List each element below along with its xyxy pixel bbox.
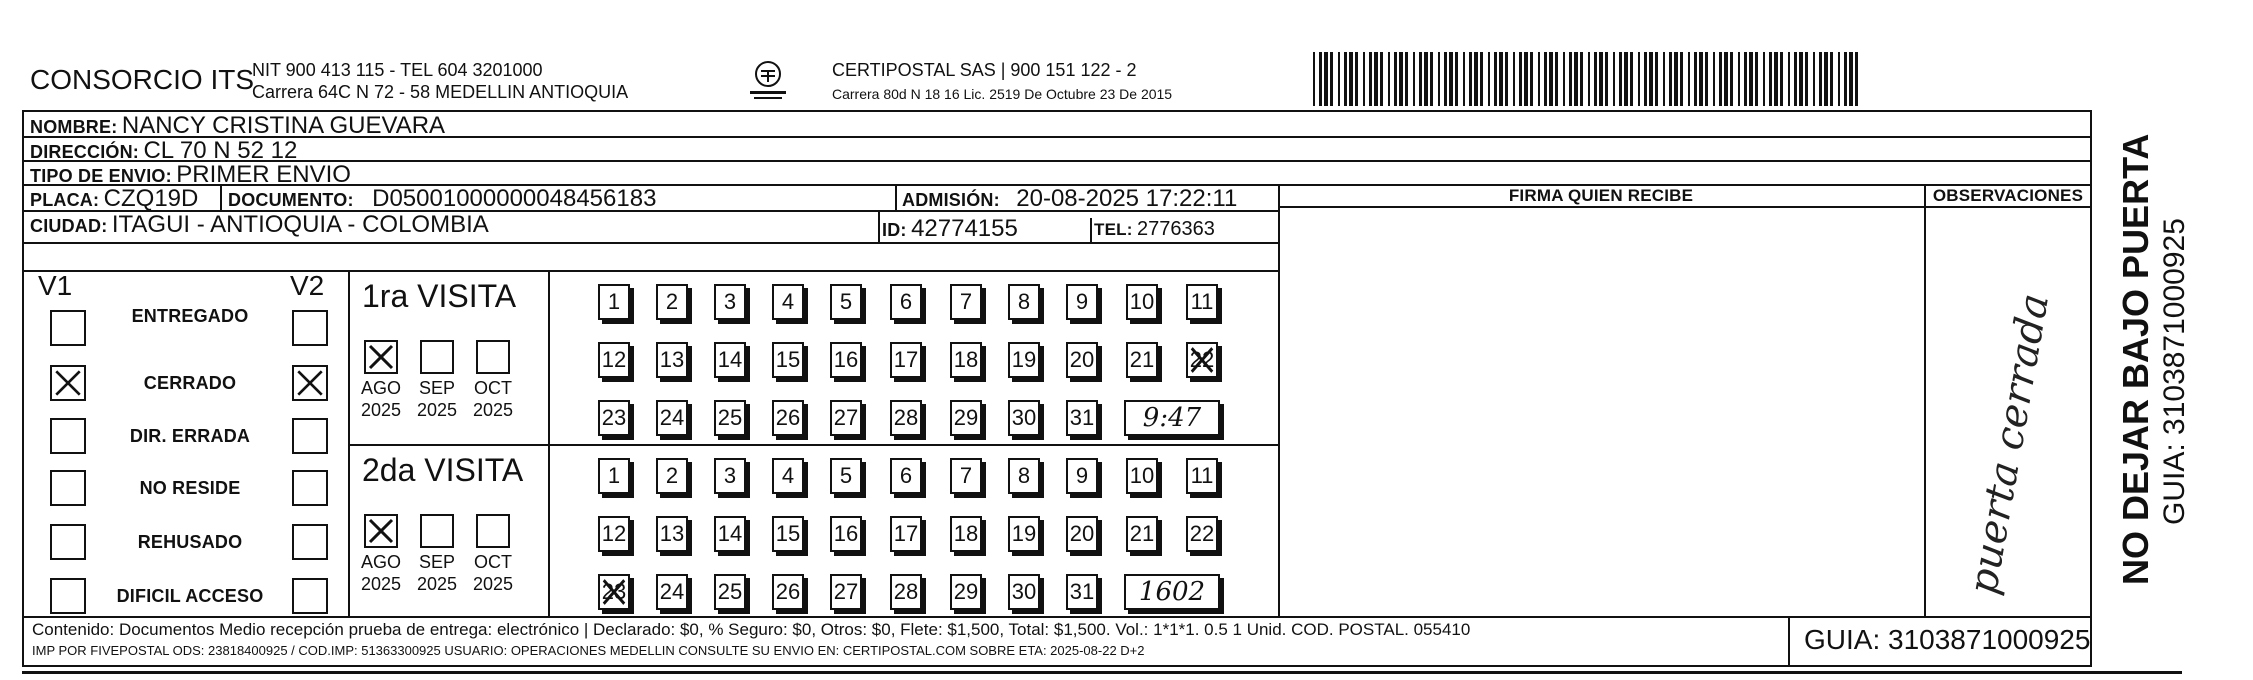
day-number: 13 xyxy=(659,521,685,546)
day-box[interactable] xyxy=(1008,342,1040,378)
month-label: AGO xyxy=(360,378,401,398)
id-value: 42774155 xyxy=(911,215,1018,242)
barcode-bar xyxy=(1469,52,1472,106)
barcode-bar xyxy=(1694,52,1697,106)
day-box[interactable] xyxy=(714,284,746,320)
v1-checkbox[interactable] xyxy=(50,578,86,614)
id-cell xyxy=(882,215,1018,243)
carrier-name: CERTIPOSTAL SAS | 900 151 122 - 2 xyxy=(832,60,1137,80)
barcode-bar xyxy=(1313,52,1315,106)
nombre-label: NOMBRE: xyxy=(30,117,118,137)
day-number: 26 xyxy=(775,579,801,604)
documento-cell xyxy=(228,185,656,213)
day-box[interactable] xyxy=(1126,342,1158,378)
day-number: 16 xyxy=(833,347,859,372)
day-number: 25 xyxy=(717,579,743,604)
day-number: 19 xyxy=(1011,521,1037,546)
day-box[interactable] xyxy=(950,458,982,494)
barcode-bar xyxy=(1744,52,1747,106)
v1-label: V1 xyxy=(38,270,73,301)
day-number: 7 xyxy=(959,289,973,314)
day-box[interactable] xyxy=(950,284,982,320)
v1-checkbox[interactable] xyxy=(50,524,86,560)
barcode-bar xyxy=(1705,52,1708,106)
day-box[interactable] xyxy=(890,284,922,320)
day-box[interactable] xyxy=(656,400,688,436)
barcode-bar xyxy=(1699,52,1703,106)
barcode-bar xyxy=(1574,52,1578,106)
day-box[interactable] xyxy=(772,400,804,436)
day-box[interactable] xyxy=(598,516,630,552)
day-number: 17 xyxy=(893,347,919,372)
day-number: 19 xyxy=(1011,347,1037,372)
nombre-value: NANCY CRISTINA GUEVARA xyxy=(121,112,446,139)
day-box[interactable] xyxy=(950,400,982,436)
barcode-bar xyxy=(1613,52,1615,106)
barcode-bar xyxy=(1580,52,1583,106)
company-address: Carrera 64C N 72 - 58 MEDELLIN ANTIOQUIA xyxy=(252,82,629,102)
day-box[interactable] xyxy=(772,574,804,610)
company-name: CONSORCIO ITS xyxy=(30,64,255,95)
day-box[interactable] xyxy=(1008,574,1040,610)
barcode-bar xyxy=(1319,52,1322,106)
day-box[interactable] xyxy=(950,342,982,378)
day-number: 31 xyxy=(1069,405,1095,430)
day-box[interactable] xyxy=(656,574,688,610)
status-label: DIR. ERRADA xyxy=(129,426,251,446)
day-box[interactable] xyxy=(772,458,804,494)
barcode-bar xyxy=(1599,52,1603,106)
day-box[interactable] xyxy=(1126,284,1158,320)
documento-value: D05001000000048456183 xyxy=(372,185,657,212)
day-box[interactable] xyxy=(1186,284,1218,320)
observaciones-handwriting: puerta cerrada xyxy=(1960,290,2059,598)
day-number: 3 xyxy=(723,463,737,488)
footer-imp-line: IMP POR FIVEPOSTAL ODS: 23818400925 / COD.IMP: 51363300925 USUARIO: OPERACIONES MEDELLIN CONSULTE SU ENVIO EN: CERTIPOSTAL.COM SOBRE ETA: 2025-08-22 D+2 xyxy=(32,643,1145,658)
carrier-address: Carrera 80d N 18 16 Lic. 2519 De Octubre 23 De 2015 xyxy=(832,86,1173,102)
day-box[interactable] xyxy=(1186,342,1218,378)
status-label: ENTREGADO xyxy=(131,306,249,326)
barcode-bar xyxy=(1380,52,1383,106)
day-number: 21 xyxy=(1129,521,1155,546)
barcode-bar xyxy=(1349,52,1353,106)
day-box[interactable] xyxy=(950,516,982,552)
day-box[interactable] xyxy=(714,516,746,552)
day-box[interactable] xyxy=(656,516,688,552)
day-box[interactable] xyxy=(1066,284,1098,320)
day-box[interactable] xyxy=(598,284,630,320)
day-box[interactable] xyxy=(890,574,922,610)
footer-guia: GUIA: 3103871000925 xyxy=(1804,624,2091,655)
day-number: 2 xyxy=(665,463,679,488)
day-number: 23 xyxy=(601,405,627,430)
day-number: 27 xyxy=(833,405,859,430)
barcode-bar xyxy=(1480,52,1483,106)
day-box[interactable] xyxy=(830,516,862,552)
day-box[interactable] xyxy=(1126,516,1158,552)
tel-cell xyxy=(1094,218,1215,241)
documento-label: DOCUMENTO: xyxy=(228,190,354,210)
day-number: 1 xyxy=(607,289,621,314)
nombre-row xyxy=(30,112,445,140)
barcode-bar xyxy=(1838,52,1840,106)
barcode-bar xyxy=(1555,52,1558,106)
day-number: 5 xyxy=(839,463,853,488)
day-number: 8 xyxy=(1017,463,1031,488)
day-box[interactable] xyxy=(598,342,630,378)
day-box[interactable] xyxy=(830,400,862,436)
placa-value: CZQ19D xyxy=(103,185,199,212)
month-checkbox[interactable] xyxy=(364,340,398,374)
day-number: 27 xyxy=(833,579,859,604)
barcode-bar xyxy=(1549,52,1553,106)
tipo-envio-value: PRIMER ENVIO xyxy=(176,161,351,188)
ciudad-value: ITAGUI - ANTIOQUIA - COLOMBIA xyxy=(111,211,489,238)
day-box[interactable] xyxy=(598,458,630,494)
day-number: 28 xyxy=(893,405,919,430)
day-number: 11 xyxy=(1190,289,1214,314)
barcode-bar xyxy=(1344,52,1347,106)
day-number: 12 xyxy=(601,347,627,372)
day-box[interactable] xyxy=(598,400,630,436)
day-box[interactable] xyxy=(1066,516,1098,552)
status-label: REHUSADO xyxy=(137,532,243,552)
barcode-bar xyxy=(1330,52,1333,106)
day-number: 12 xyxy=(601,521,627,546)
year-label: 2025 xyxy=(416,574,458,594)
day-number: 25 xyxy=(717,405,743,430)
barcode-bar xyxy=(1624,52,1628,106)
month-label: SEP xyxy=(418,552,456,572)
barcode-bar xyxy=(1494,52,1497,106)
day-number: 9 xyxy=(1075,463,1089,488)
barcode-bar xyxy=(1799,52,1803,106)
day-number: 26 xyxy=(775,405,801,430)
barcode-bar xyxy=(1794,52,1797,106)
barcode-bar xyxy=(1419,52,1422,106)
direccion-value: CL 70 N 52 12 xyxy=(143,137,298,164)
day-number: 21 xyxy=(1129,347,1155,372)
day-number: 6 xyxy=(899,289,913,314)
visit-title: 1ra VISITA xyxy=(362,278,517,314)
barcode-bar xyxy=(1563,52,1565,106)
day-box[interactable] xyxy=(1066,342,1098,378)
direccion-label: DIRECCIÓN: xyxy=(30,142,139,162)
certipostal-logo xyxy=(748,58,788,102)
day-number: 3 xyxy=(723,289,737,314)
barcode-bar xyxy=(1519,52,1522,106)
barcode-bar xyxy=(1594,52,1597,106)
barcode-bar xyxy=(1855,52,1858,106)
day-number: 6 xyxy=(899,463,913,488)
barcode-bar xyxy=(1813,52,1815,106)
barcode-bar xyxy=(1338,52,1340,106)
day-number: 10 xyxy=(1129,289,1155,314)
barcode-bar xyxy=(1544,52,1547,106)
id-label: ID: xyxy=(882,220,907,240)
day-number: 30 xyxy=(1011,405,1037,430)
day-box[interactable] xyxy=(890,458,922,494)
year-label: 2025 xyxy=(472,574,514,594)
day-box[interactable] xyxy=(714,400,746,436)
day-number: 29 xyxy=(953,579,979,604)
day-box[interactable] xyxy=(1126,458,1158,494)
day-box[interactable] xyxy=(890,400,922,436)
barcode-bar xyxy=(1569,52,1572,106)
barcode-bar xyxy=(1430,52,1433,106)
barcode-bar xyxy=(1755,52,1758,106)
v2-checkbox[interactable] xyxy=(292,578,328,614)
day-number: 14 xyxy=(717,521,743,546)
barcode-bar xyxy=(1738,52,1740,106)
barcode-bar xyxy=(1788,52,1790,106)
day-number: 22 xyxy=(1189,521,1215,546)
barcode-bar xyxy=(1805,52,1808,106)
day-number: 29 xyxy=(953,405,979,430)
day-number: 18 xyxy=(953,521,979,546)
barcode-bar xyxy=(1463,52,1465,106)
barcode-bar xyxy=(1730,52,1733,106)
day-box[interactable] xyxy=(772,516,804,552)
barcode-bar xyxy=(1399,52,1403,106)
v2-checkbox[interactable] xyxy=(292,470,328,506)
barcode-bar xyxy=(1688,52,1690,106)
v1-checkbox[interactable] xyxy=(50,418,86,454)
day-number: 24 xyxy=(659,405,685,430)
barcode-bar xyxy=(1499,52,1503,106)
barcode-bar xyxy=(1719,52,1722,106)
barcode-bar xyxy=(1649,52,1653,106)
v1-checkbox[interactable] xyxy=(50,470,86,506)
day-number: 9 xyxy=(1075,289,1089,314)
barcode-bar xyxy=(1363,52,1365,106)
barcode-bar xyxy=(1769,52,1772,106)
barcode-bar xyxy=(1444,52,1447,106)
day-box[interactable] xyxy=(1186,458,1218,494)
barcode-bar xyxy=(1713,52,1715,106)
company-nit: NIT 900 413 115 - TEL 604 3201000 xyxy=(252,60,543,80)
barcode-bar xyxy=(1774,52,1778,106)
barcode-bar xyxy=(1780,52,1783,106)
barcode-bar xyxy=(1844,52,1847,106)
day-number: 20 xyxy=(1069,521,1095,546)
barcode-bar xyxy=(1449,52,1453,106)
barcode-bar xyxy=(1724,52,1728,106)
day-box[interactable] xyxy=(950,574,982,610)
day-box[interactable] xyxy=(830,284,862,320)
barcode-bar xyxy=(1369,52,1372,106)
day-number: 5 xyxy=(839,289,853,314)
day-box[interactable] xyxy=(1008,284,1040,320)
day-box[interactable] xyxy=(656,284,688,320)
barcode-bar xyxy=(1413,52,1415,106)
day-box[interactable] xyxy=(1008,516,1040,552)
day-number: 17 xyxy=(893,521,919,546)
status-label: NO RESIDE xyxy=(139,478,241,498)
day-box[interactable] xyxy=(1008,400,1040,436)
year-label: 2025 xyxy=(416,400,458,420)
barcode xyxy=(1313,52,1863,106)
barcode-bar xyxy=(1588,52,1590,106)
day-number: 14 xyxy=(717,347,743,372)
hour-box[interactable]: 1602 xyxy=(1124,574,1220,610)
day-box[interactable] xyxy=(714,574,746,610)
status-label: CERRADO xyxy=(143,373,237,393)
barcode-bar xyxy=(1394,52,1397,106)
v2-label: V2 xyxy=(290,270,325,301)
month-checkbox[interactable] xyxy=(420,514,454,548)
day-box[interactable] xyxy=(890,516,922,552)
month-label: SEP xyxy=(418,378,456,398)
barcode-bar xyxy=(1680,52,1683,106)
day-number: 2 xyxy=(665,289,679,314)
day-number: 13 xyxy=(659,347,685,372)
barcode-bar xyxy=(1749,52,1753,106)
day-number: 31 xyxy=(1069,579,1095,604)
barcode-bar xyxy=(1538,52,1540,106)
barcode-bar xyxy=(1849,52,1853,106)
year-label: 2025 xyxy=(360,574,402,594)
ciudad-cell xyxy=(30,211,489,239)
day-number: 11 xyxy=(1190,463,1214,488)
status-label: DIFICIL ACCESO xyxy=(116,586,264,606)
barcode-bar xyxy=(1655,52,1658,106)
barcode-bar xyxy=(1530,52,1533,106)
barcode-bar xyxy=(1524,52,1528,106)
barcode-bar xyxy=(1388,52,1390,106)
barcode-bar xyxy=(1488,52,1490,106)
month-checkbox[interactable] xyxy=(420,340,454,374)
barcode-bar xyxy=(1630,52,1633,106)
barcode-bar xyxy=(1505,52,1508,106)
barcode-bar xyxy=(1819,52,1822,106)
barcode-bar xyxy=(1605,52,1608,106)
admision-value: 20-08-2025 17:22:11 xyxy=(1016,185,1238,212)
day-box[interactable] xyxy=(714,458,746,494)
day-box[interactable] xyxy=(772,284,804,320)
day-box[interactable] xyxy=(598,574,630,610)
day-box[interactable] xyxy=(830,342,862,378)
day-box[interactable] xyxy=(890,342,922,378)
v2-checkbox[interactable] xyxy=(292,310,328,346)
placa-cell xyxy=(30,185,198,213)
month-checkbox[interactable] xyxy=(364,514,398,548)
day-box[interactable] xyxy=(1066,458,1098,494)
day-number: 15 xyxy=(775,521,801,546)
month-label: OCT xyxy=(474,378,512,398)
barcode-bar xyxy=(1830,52,1833,106)
day-number: 10 xyxy=(1129,463,1155,488)
day-box[interactable] xyxy=(1008,458,1040,494)
day-box[interactable] xyxy=(1066,400,1098,436)
year-label: 2025 xyxy=(360,400,402,420)
month-label: AGO xyxy=(360,552,401,572)
barcode-bar xyxy=(1674,52,1678,106)
tel-label: TEL: xyxy=(1094,220,1133,239)
day-number: 23 xyxy=(601,579,627,604)
barcode-bar xyxy=(1663,52,1665,106)
day-number: 7 xyxy=(959,463,973,488)
barcode-bar xyxy=(1619,52,1622,106)
day-number: 22 xyxy=(1189,347,1215,372)
barcode-bar xyxy=(1474,52,1478,106)
month-label: OCT xyxy=(474,552,512,572)
day-box[interactable] xyxy=(1186,516,1218,552)
day-number: 20 xyxy=(1069,347,1095,372)
no-dejar-bajo-puerta: NO DEJAR BAJO PUERTA xyxy=(2115,133,2156,585)
day-number: 30 xyxy=(1011,579,1037,604)
barcode-bar xyxy=(1438,52,1440,106)
v2-checkbox[interactable] xyxy=(292,418,328,454)
admision-cell xyxy=(902,185,1237,213)
year-label: 2025 xyxy=(472,400,514,420)
tel-value: 2776363 xyxy=(1137,218,1215,240)
barcode-bar xyxy=(1455,52,1458,106)
v2-checkbox[interactable] xyxy=(292,365,328,401)
day-number: 28 xyxy=(893,579,919,604)
day-box[interactable] xyxy=(1066,574,1098,610)
day-number: 16 xyxy=(833,521,859,546)
day-number: 1 xyxy=(607,463,621,488)
barcode-bar xyxy=(1324,52,1328,106)
footer-content-line: Contenido: Documentos Medio recepción prueba de entrega: electrónico | Declarado: $0, % Seguro: $0, Otros: $0, Flete: $1,500, Total: $1,500. Vol.: 1*1*1. 0.5 1 Unid. COD. POSTAL. 055410 xyxy=(32,620,1471,639)
day-number: 15 xyxy=(775,347,801,372)
day-box[interactable] xyxy=(714,342,746,378)
visit-title: 2da VISITA xyxy=(362,452,524,488)
tipo-envio-label: TIPO DE ENVIO: xyxy=(30,166,172,186)
day-box[interactable] xyxy=(830,458,862,494)
observaciones-header: OBSERVACIONES xyxy=(1932,186,2084,205)
day-number: 18 xyxy=(953,347,979,372)
day-box[interactable] xyxy=(830,574,862,610)
placa-label: PLACA: xyxy=(30,190,100,210)
barcode-bar xyxy=(1355,52,1358,106)
day-box[interactable] xyxy=(656,458,688,494)
day-number: 24 xyxy=(659,579,685,604)
day-number: 8 xyxy=(1017,289,1031,314)
barcode-bar xyxy=(1763,52,1765,106)
barcode-bar xyxy=(1405,52,1408,106)
day-number: 4 xyxy=(781,463,795,488)
v1-checkbox[interactable] xyxy=(50,365,86,401)
hour-box[interactable]: 9:47 xyxy=(1124,400,1220,436)
month-checkbox[interactable] xyxy=(476,340,510,374)
barcode-bar xyxy=(1644,52,1647,106)
side-guia: GUIA: 3103871000925 xyxy=(2158,218,2191,525)
barcode-bar xyxy=(1424,52,1428,106)
v2-checkbox[interactable] xyxy=(292,524,328,560)
day-box[interactable] xyxy=(772,342,804,378)
barcode-bar xyxy=(1374,52,1378,106)
day-number: 4 xyxy=(781,289,795,314)
admision-label: ADMISIÓN: xyxy=(902,190,1000,210)
v1-checkbox[interactable] xyxy=(50,310,86,346)
firma-header: FIRMA QUIEN RECIBE xyxy=(1508,186,1694,205)
barcode-bar xyxy=(1638,52,1640,106)
barcode-bar xyxy=(1513,52,1515,106)
barcode-bar xyxy=(1669,52,1672,106)
barcode-bar xyxy=(1824,52,1828,106)
month-checkbox[interactable] xyxy=(476,514,510,548)
day-box[interactable] xyxy=(656,342,688,378)
ciudad-label: CIUDAD: xyxy=(30,216,108,236)
